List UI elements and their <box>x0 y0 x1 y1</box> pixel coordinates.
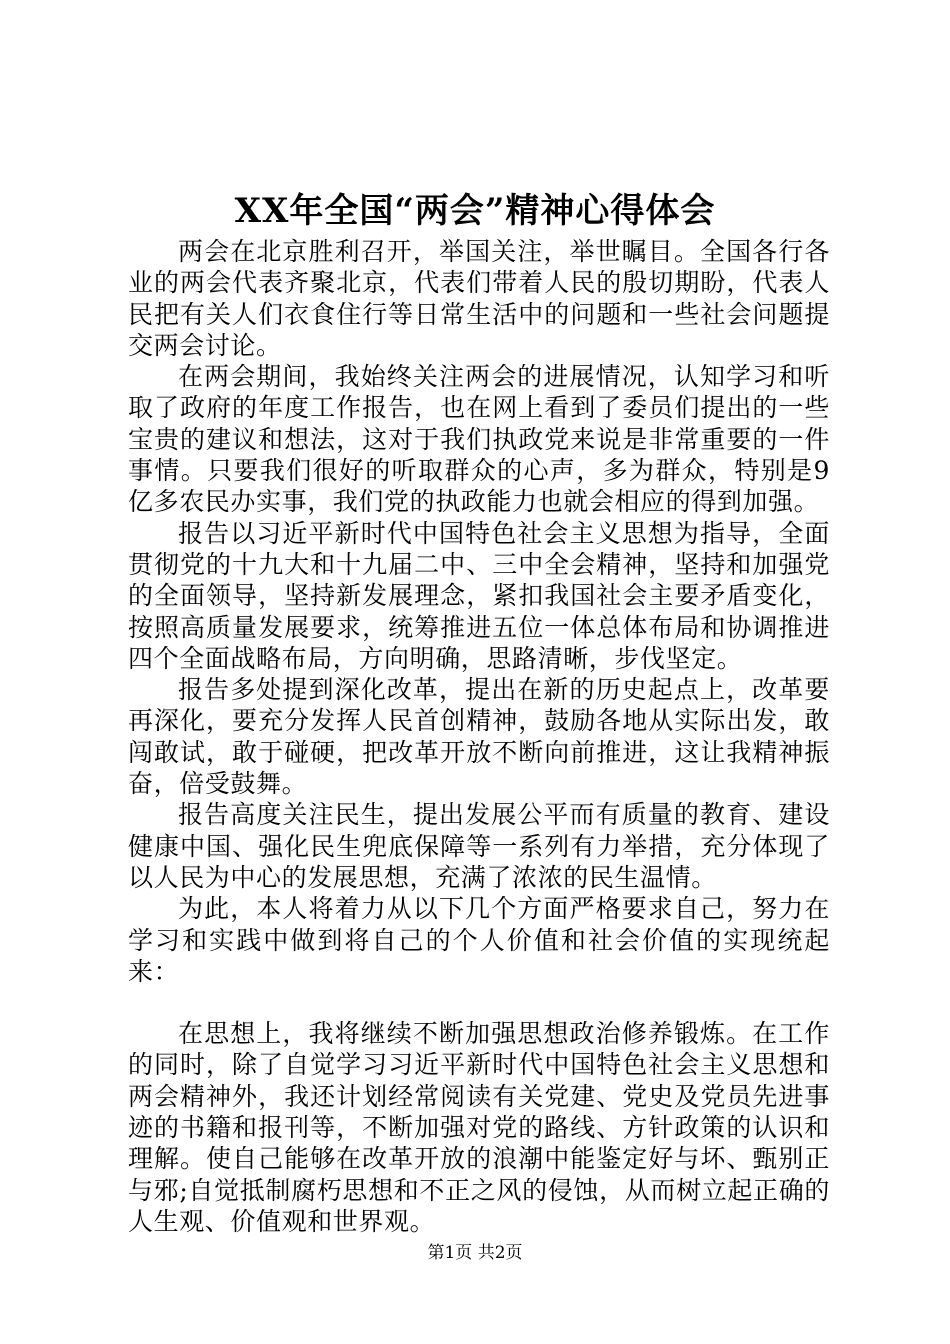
paragraph-7: 在思想上，我将继续不断加强思想政治修养锻炼。在工作的同时，除了自觉学习习近平新时代中国特色社会主义思想和两会精神外，我还计划经常阅读有关党建、党史及党员先进事迹的书籍和报刊等，不断加强对党的路线、方针政策的认识和理解。使自己能够在改革开放的浪潮中能鉴定好与坏、甄别正与邪;自觉抵制腐朽思想和不正之风的侵蚀，从而树立起正确的人生观、价值观和世界观。 <box>128 1019 830 1236</box>
paragraph-3: 报告以习近平新时代中国特色社会主义思想为指导，全面贯彻党的十九大和十九届二中、三中全会精神，坚持和加强党的全面领导，坚持新发展理念，紧扣我国社会主要矛盾变化，按照高质量发展要求，统筹推进五位一体总体布局和协调推进四个全面战略布局，方向明确，思路清晰，步伐坚定。 <box>128 518 830 673</box>
paragraph-5: 报告高度关注民生，提出发展公平而有质量的教育、建设健康中国、强化民生兜底保障等一系列有力举措，充分体现了以人民为中心的发展思想，充满了浓浓的民生温情。 <box>128 800 830 892</box>
paragraph-2: 在两会期间，我始终关注两会的进展情况，认知学习和听取了政府的年度工作报告，也在网上看到了委员们提出的一些宝贵的建议和想法，这对于我们执政党来说是非常重要的一件事情。只要我们很好的听取群众的心声，多为群众，特别是9亿多农民办实事，我们党的执政能力也就会相应的得到加强。 <box>128 362 830 517</box>
document-title: XX年全国“两会”精神心得体会 <box>234 191 716 231</box>
paragraph-6: 为此，本人将着力从以下几个方面严格要求自己，努力在学习和实践中做到将自己的个人价值和社会价值的实现统起来： <box>128 894 830 986</box>
document-body <box>128 236 830 1237</box>
paragraph-4: 报告多处提到深化改革，提出在新的历史起点上，改革要再深化，要充分发挥人民首创精神，鼓励各地从实际出发，敢闯敢试，敢于碰硬，把改革开放不断向前推进，这让我精神振奋，倍受鼓舞。 <box>128 675 830 799</box>
paragraph-1: 两会在北京胜利召开，举国关注，举世瞩目。全国各行各业的两会代表齐聚北京，代表们带着人民的殷切期盼，代表人民把有关人们衣食住行等日常生活中的问题和一些社会问题提交两会讨论。 <box>128 237 830 360</box>
page-number-footer: 第1页 共2页 <box>427 1243 523 1263</box>
paragraph-spacer <box>128 987 830 1018</box>
